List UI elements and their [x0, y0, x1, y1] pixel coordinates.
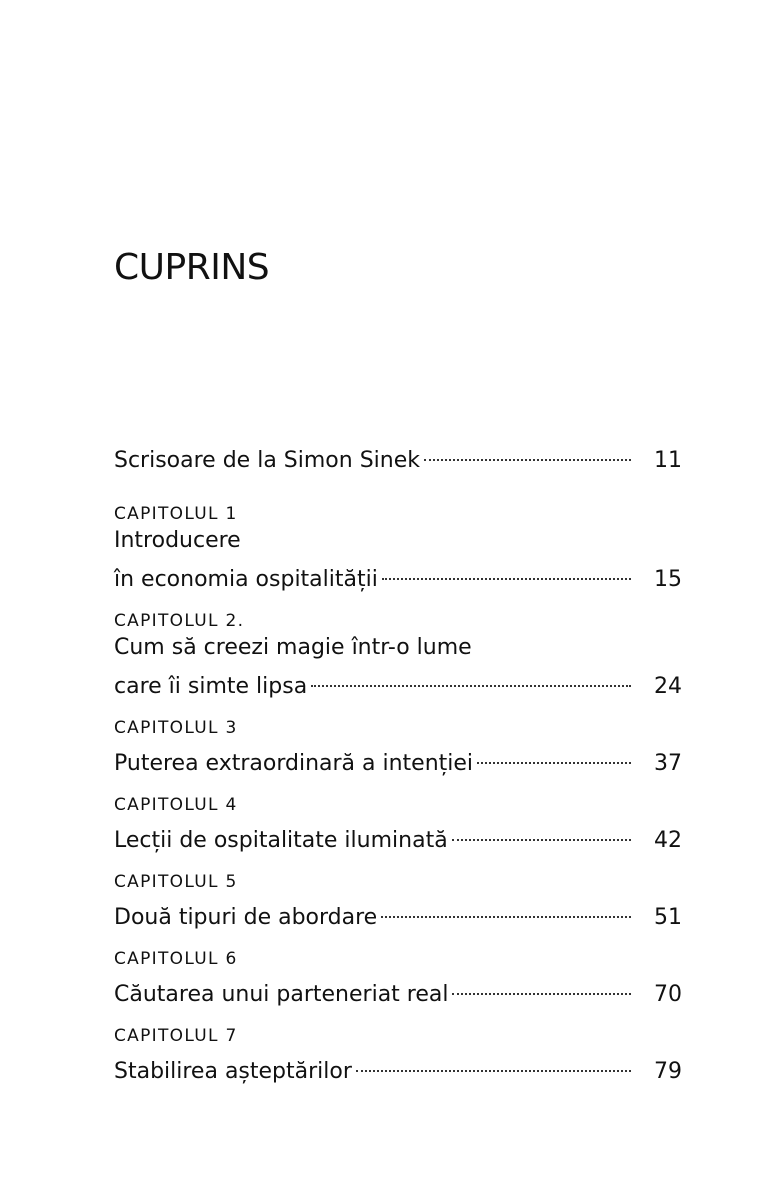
chapter-label: CAPITOLUL 3: [114, 718, 238, 738]
toc-entry-chapter-4: [114, 793, 682, 853]
dot-leader: [356, 1048, 631, 1078]
toc-page-number: 24: [654, 674, 682, 699]
toc-entry-chapter-1: [114, 502, 682, 592]
toc-entry-chapter-5: [114, 870, 682, 930]
toc-entry-title: Căutarea unui parteneriat real: [114, 982, 449, 1007]
toc-entry-line: [114, 971, 682, 1007]
toc-entry-chapter-3: [114, 716, 682, 776]
toc-entry-title: în economia ospitalității: [114, 567, 378, 592]
dot-leader: [477, 740, 631, 770]
toc-entry-letter: [114, 437, 682, 473]
chapter-label: CAPITOLUL 7: [114, 1026, 238, 1046]
toc-entry-line: [114, 817, 682, 853]
toc-page-number: 79: [654, 1059, 682, 1084]
toc-entry-title: Două tipuri de abordare: [114, 905, 378, 930]
dot-leader: [452, 817, 631, 847]
toc-entry-title: Lecții de ospitalitate iluminată: [114, 828, 448, 853]
chapter-label: CAPITOLUL 4: [114, 795, 238, 815]
dot-leader: [382, 556, 631, 586]
toc-page-number: 37: [654, 751, 682, 776]
chapter-label: CAPITOLUL 2.: [114, 611, 245, 631]
toc-entry-line: [114, 740, 682, 776]
toc-entry-title: Stabilirea așteptărilor: [114, 1059, 352, 1084]
dot-leader: [452, 971, 631, 1001]
toc-entry-chapter-2: [114, 609, 682, 699]
toc-page-number: 51: [654, 905, 682, 930]
toc-entry-line: [114, 1048, 682, 1084]
page-title: CUPRINS: [114, 247, 270, 288]
dot-leader: [381, 894, 631, 924]
toc-entry-line: [114, 894, 682, 930]
toc-page-number: 15: [654, 567, 682, 592]
toc-entry-title: Scrisoare de la Simon Sinek: [114, 448, 420, 473]
toc-entry-line: [114, 437, 682, 473]
toc-entry-title-line: Cum să creezi magie într-o lume: [114, 635, 472, 660]
chapter-label: CAPITOLUL 1: [114, 504, 238, 524]
toc-entry-line: [114, 556, 682, 592]
toc-entry-line: [114, 663, 682, 699]
toc-entry-chapter-7: [114, 1024, 682, 1084]
dot-leader: [311, 663, 631, 693]
chapter-label: CAPITOLUL 6: [114, 949, 238, 969]
toc-entry-title: care îi simte lipsa: [114, 674, 308, 699]
toc-entry-title: Puterea extraordinară a intenției: [114, 751, 474, 776]
toc-entry-title-line: Introducere: [114, 528, 241, 553]
toc-entry-chapter-6: [114, 947, 682, 1007]
chapter-label: CAPITOLUL 5: [114, 872, 238, 892]
toc-page-number: 11: [654, 448, 682, 473]
toc-page-number: 70: [654, 982, 682, 1007]
dot-leader: [424, 437, 631, 467]
toc-page-number: 42: [654, 828, 682, 853]
